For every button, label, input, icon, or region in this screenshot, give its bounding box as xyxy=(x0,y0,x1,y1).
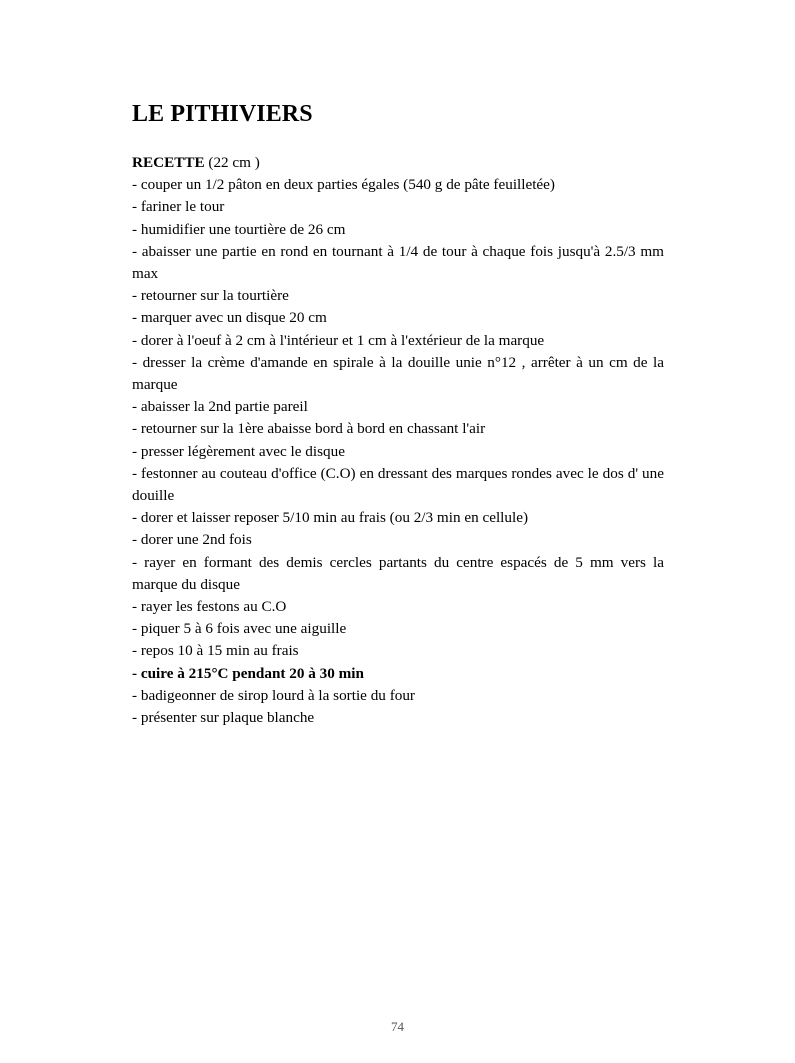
recipe-step: - retourner sur la tourtière xyxy=(132,287,289,305)
recipe-step: - présenter sur plaque blanche xyxy=(132,709,315,727)
recipe-heading-line xyxy=(132,152,664,174)
recipe-heading: RECETTE xyxy=(132,154,205,171)
recipe-step: - rayer en formant des demis cercles partants du centre espacés de 5 mm vers la marque du disque xyxy=(132,553,664,593)
recipe-step: - dorer et laisser reposer 5/10 min au frais (ou 2/3 min en cellule) xyxy=(132,509,529,527)
page-title: LE PITHIVIERS xyxy=(132,101,313,127)
recipe-step: - badigeonner de sirop lourd à la sortie du four xyxy=(132,686,415,704)
recipe-step: - presser légèrement avec le disque xyxy=(132,442,345,460)
recipe-step: - fariner le tour xyxy=(132,198,225,216)
recipe-step: - piquer 5 à 6 fois avec une aiguille xyxy=(132,620,347,638)
recipe-step: - couper un 1/2 pâton en deux parties égales (540 g de pâte feuilletée) xyxy=(132,176,555,194)
recipe-size: (22 cm ) xyxy=(204,154,260,171)
recipe-step: - retourner sur la 1ère abaisse bord à bord en chassant l'air xyxy=(132,420,486,438)
recipe-step: - marquer avec un disque 20 cm xyxy=(132,309,327,327)
recipe-step-baking: - cuire à 215°C pendant 20 à 30 min xyxy=(132,664,364,682)
recipe-step: - repos 10 à 15 min au frais xyxy=(132,642,299,660)
recipe-step: - rayer les festons au C.O xyxy=(132,598,287,616)
recipe-body xyxy=(132,152,664,729)
recipe-step: - dresser la crème d'amande en spirale à la douille unie n°12 , arrêter à un cm de la marque xyxy=(132,353,664,394)
recipe-step: - dorer une 2nd fois xyxy=(132,531,252,549)
recipe-step: - humidifier une tourtière de 26 cm xyxy=(132,220,346,238)
page-number: 74 xyxy=(391,1019,404,1034)
recipe-step: - abaisser la 2nd partie pareil xyxy=(132,398,308,416)
recipe-step: - abaisser une partie en rond en tournant à 1/4 de tour à chaque fois jusqu'à 2.5/3 mm max xyxy=(132,242,664,283)
recipe-step: - dorer à l'oeuf à 2 cm à l'intérieur et 1 cm à l'extérieur de la marque xyxy=(132,331,545,349)
recipe-step: - festonner au couteau d'office (C.O) en dressant des marques rondes avec le dos d' une douille xyxy=(132,464,664,505)
